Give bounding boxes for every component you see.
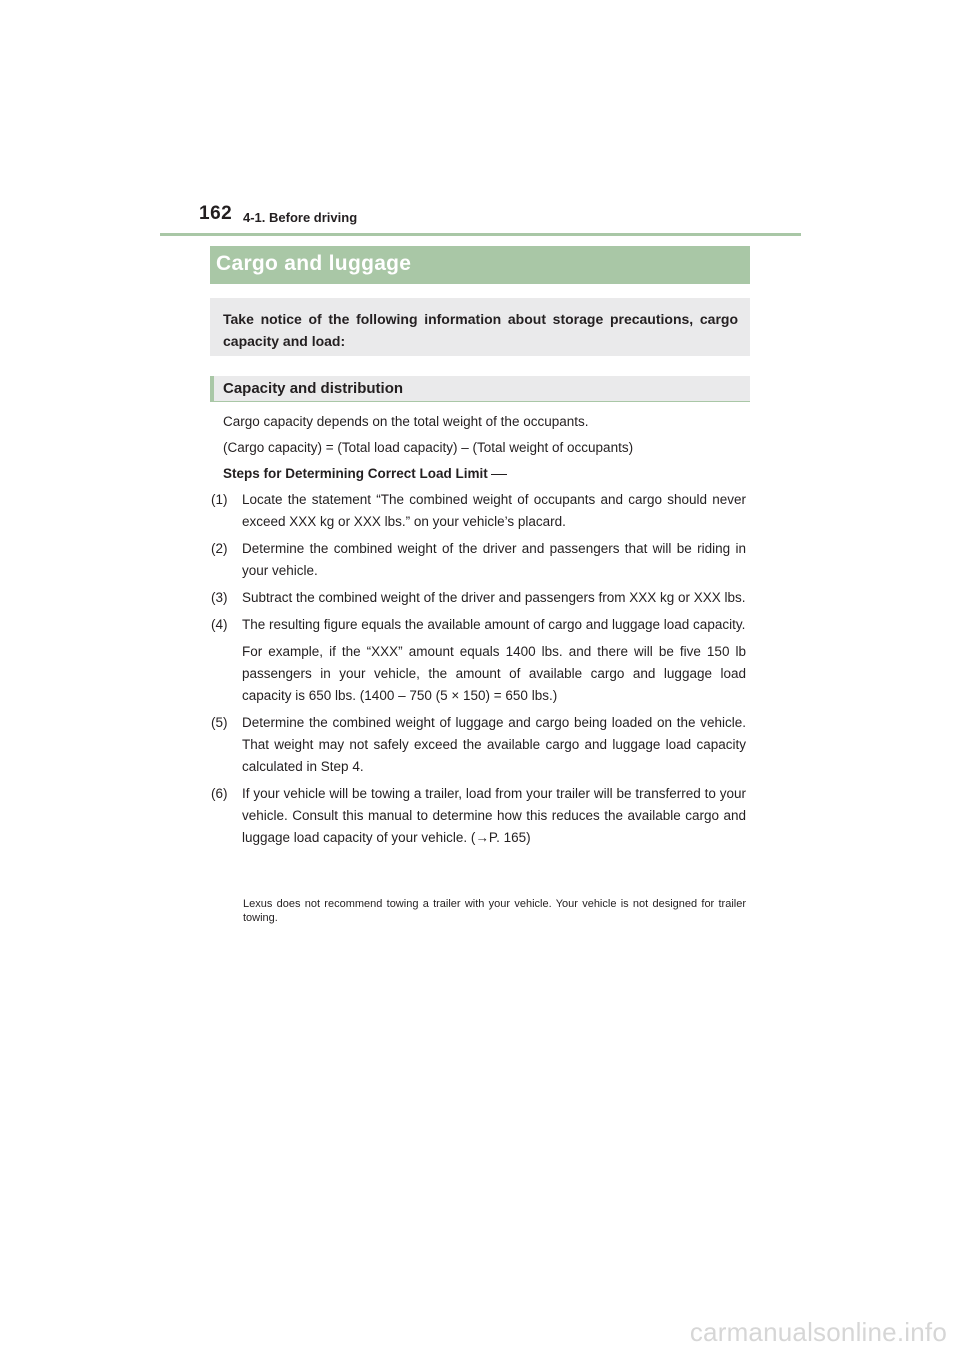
step-number: (2) [211, 541, 228, 556]
subheading-accent [210, 376, 214, 401]
steps-heading: Steps for Determining Correct Load Limit [223, 466, 488, 481]
subheading: Capacity and distribution [223, 380, 404, 397]
page-title-bar [210, 246, 750, 284]
watermark: carmanualsonline.info [689, 1317, 947, 1347]
step-number: (3) [211, 590, 228, 605]
step-item [211, 614, 746, 707]
header-rule [160, 233, 801, 236]
steps-list [211, 489, 746, 854]
step-number: (5) [211, 715, 228, 730]
step-item [211, 587, 746, 609]
step-number: (4) [211, 617, 228, 632]
body-text [223, 411, 746, 489]
step-text: The resulting figure equals the available amount of cargo and luggage load capacity. [242, 617, 746, 632]
step-item [211, 538, 746, 582]
step-item [211, 489, 746, 533]
body-paragraph-1: Cargo capacity depends on the total weight of the occupants. [223, 414, 589, 429]
step-example: For example, if the “XXX” amount equals 1400 lbs. and there will be five 150 lb passengers in your vehicle, the amount of available cargo and luggage load capacity is 650 lbs. (1400 – 750 (5 × 150) = 650 lbs.) [242, 644, 746, 703]
body-paragraph-2: (Cargo capacity) = (Total load capacity) – (Total weight of occupants) [223, 440, 634, 455]
heading-dash [491, 474, 507, 475]
page-title: Cargo and luggage [216, 252, 412, 275]
step-text: Subtract the combined weight of the driver and passengers from XXX kg or XXX lbs. [242, 590, 746, 605]
steps-heading-line [223, 463, 746, 485]
section-label: 4-1. Before driving [243, 210, 358, 225]
step-item [211, 783, 746, 849]
intro-box: Take notice of the following information about storage precautions, cargo capacity and load: [210, 298, 750, 356]
note-text: Lexus does not recommend towing a trailer with your vehicle. Your vehicle is not designed for trailer towing. [243, 898, 746, 924]
step-number: (6) [211, 786, 228, 801]
step-text: Determine the combined weight of luggage and cargo being loaded on the vehicle. That weight may not safely exceed the available cargo and luggage load capacity calculated in Step 4. [242, 715, 746, 774]
step-text: Determine the combined weight of the driver and passengers that will be riding in your vehicle. [242, 541, 746, 578]
subheading-bar [210, 376, 750, 402]
step-item [211, 712, 746, 778]
step-text: If your vehicle will be towing a trailer, load from your trailer will be transferred to your vehicle. Consult this manual to determine how this reduces the available cargo and luggage load capacity of your vehicle. (→P. 165) [242, 786, 746, 845]
page-number: 162 [199, 203, 233, 224]
step-number: (1) [211, 492, 228, 507]
step-text: Locate the statement “The combined weight of occupants and cargo should never exceed XXX kg or XXX lbs.” on your vehicle’s placard. [242, 492, 746, 529]
